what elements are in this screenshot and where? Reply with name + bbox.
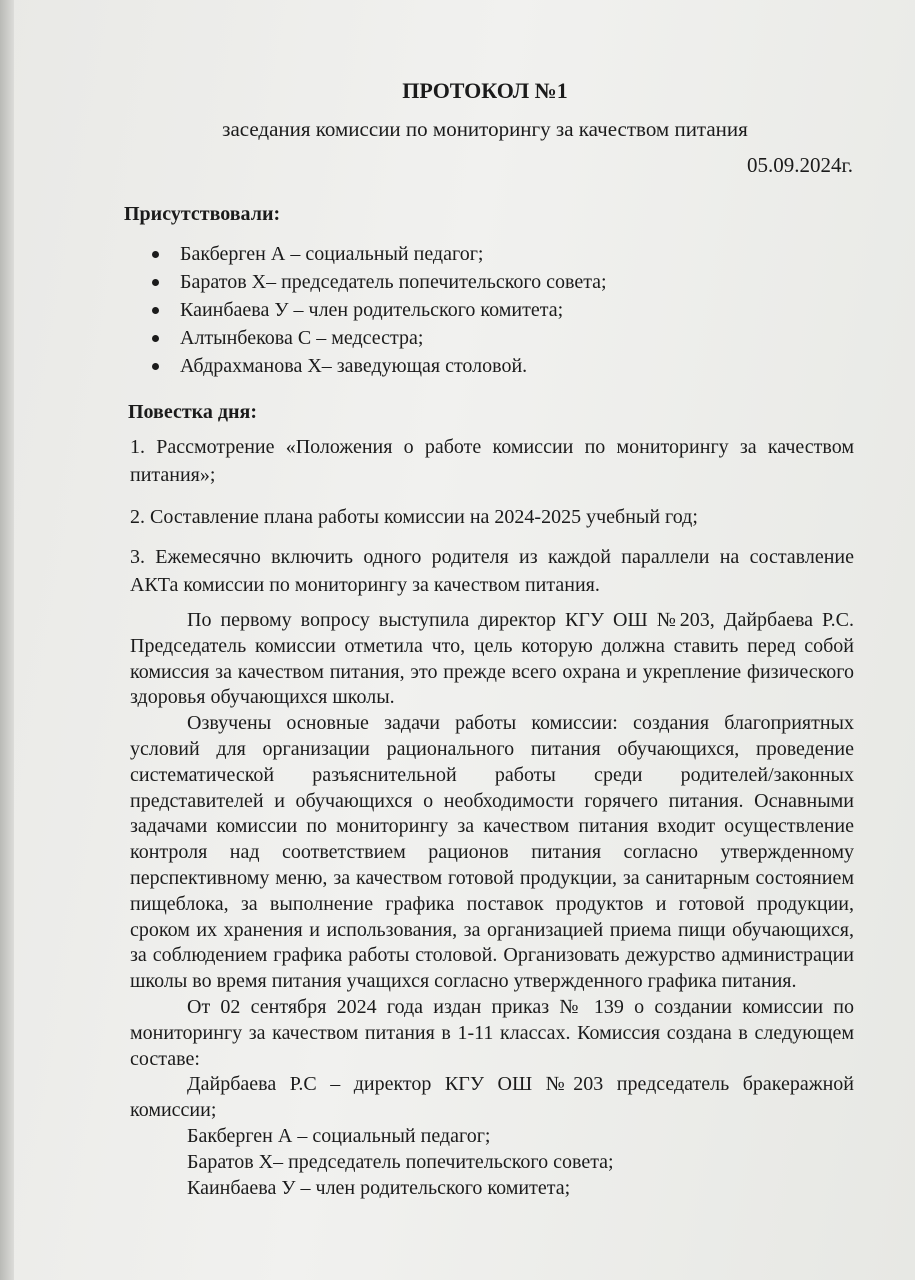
body-paragraph: По первому вопросу выступила директор КГУ ОШ №203, Дайрбаева Р.С. Председатель комиссии отметила что, цель которую должна ставить перед собой комиссия за качеством питания, это прежде всего охрана и укрепление физического здоровья обучающихся школы.: [130, 609, 854, 709]
committee-member: Баратов Х– председатель попечительского совета;: [187, 1150, 614, 1173]
present-heading: Присутствовали:: [124, 203, 281, 225]
body-paragraph: От 02 сентября 2024 года издан приказ № 139 о создании комиссии по мониторингу за качеством питания в 1-11 классах. Комиссия создана в следующем составе:: [130, 995, 854, 1070]
attendee-item: Абдрахманова Х– заведующая столовой.: [150, 352, 607, 380]
agenda-item: 3. Ежемесячно включить одного родителя из каждой параллели на составление АКТа комиссии по мониторингу за качеством питания.: [130, 546, 854, 596]
attendee-item: Каинбаева У – член родительского комитета;: [150, 296, 607, 324]
document-date: 05.09.2024г.: [747, 153, 853, 177]
attendees-list: [150, 240, 607, 380]
page-edge-shadow: [0, 0, 14, 1280]
committee-member: Дайрбаева Р.С – директор КГУ ОШ №203 председатель бракеражной комиссии;: [130, 1073, 854, 1122]
agenda-heading: Повестка дня:: [128, 401, 258, 423]
committee-member: Бакберген А – социальный педагог;: [187, 1124, 491, 1147]
body-paragraph: Озвучены основные задачи работы комиссии: создания благоприятных условий для организации рационального питания обучающихся, проведение систематической разъяснительной работы среди родителей/законных представителей и обучающихся о необходимости горячего питания. Оснавными задачами комиссии по мониторингу за качеством питания входит осуществление контроля над соответствием рационов питания согласно утвержденному перспективному меню, за качеством готовой продукции, за санитарным состоянием пищеблока, за выполнение графика поставок продуктов и готовой продукции, сроком их хранения и использования, за организацией приема пищи обучающихся, за соблюдением графика работы столовой. Организовать дежурство администрации школы во время питания учащихся согласно утвержденного графика питания.: [130, 712, 854, 993]
document-title: ПРОТОКОЛ №1: [402, 78, 568, 103]
committee-member: Каинбаева У – член родительского комитета;: [187, 1176, 571, 1199]
attendee-item: Баратов Х– председатель попечительского совета;: [150, 268, 607, 296]
agenda-item: 2. Составление плана работы комиссии на 2024-2025 учебный год;: [130, 506, 698, 528]
attendee-item: Алтынбекова С – медсестра;: [150, 324, 607, 352]
attendee-item: Бакберген А – социальный педагог;: [150, 240, 607, 268]
document-subtitle: заседания комиссии по мониторингу за качеством питания: [222, 117, 748, 141]
agenda-item: 1. Рассмотрение «Положения о работе комиссии по мониторингу за качеством питания»;: [130, 436, 854, 486]
protocol-body: [130, 608, 854, 1201]
